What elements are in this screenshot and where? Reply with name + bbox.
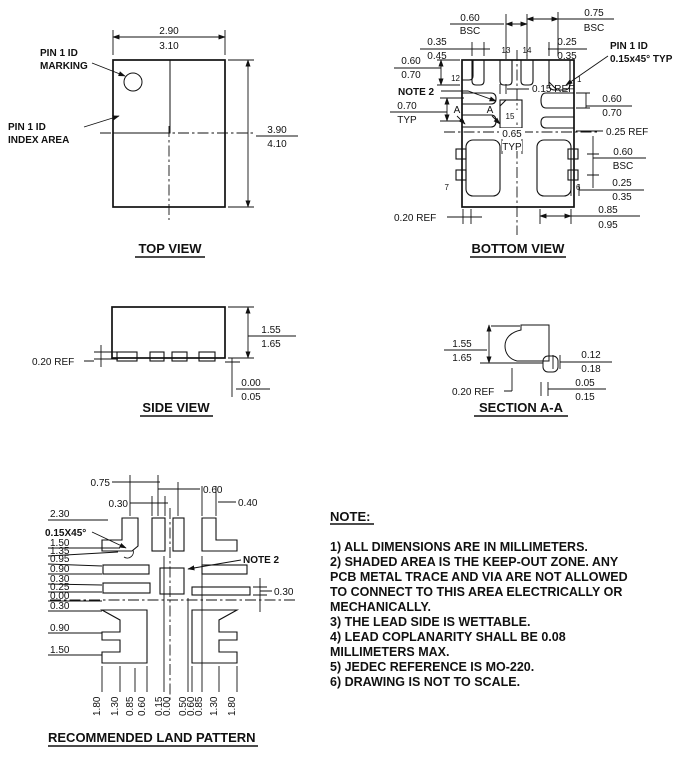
dim-020-ref-side [32, 345, 118, 368]
dim-label: 0.60 [602, 94, 622, 105]
dim-label: 0.60 [137, 696, 148, 716]
dim-label: 0.95 [598, 220, 618, 231]
pin-number-15: 15 [505, 112, 515, 121]
dim-label: 3.90 [267, 125, 287, 136]
section-marker-a: A [486, 105, 494, 116]
dim-label: 0.70 [602, 108, 622, 119]
dim-label: TYP [397, 115, 417, 126]
pin1-marking-label: PIN 1 ID [40, 48, 78, 59]
dim-label: 0.05 [575, 378, 595, 389]
pin1-index-callout [8, 116, 119, 146]
dim-label: 1.50 [50, 538, 70, 549]
side-view [32, 307, 296, 416]
view-title-top: TOP VIEW [138, 241, 202, 256]
dim-label: 0.00 [162, 696, 173, 716]
land-bottom-stack [92, 696, 238, 716]
pin1-id-callout [566, 41, 673, 85]
dim-label: 1.30 [209, 696, 220, 716]
note-line: MILLIMETERS MAX. [330, 645, 450, 659]
dim-label: 0.35 [612, 192, 632, 203]
notes-block [330, 509, 628, 689]
land-left-stack [48, 538, 120, 656]
comb-pad-bottom-left [102, 610, 147, 663]
pin1-index-label: INDEX AREA [8, 135, 70, 146]
dim-030-right-land [253, 578, 294, 612]
dim-012-018 [553, 350, 612, 375]
pad15-chamfer [500, 100, 506, 106]
dim-label: BSC [612, 161, 634, 172]
corner-pad-top-right [202, 518, 237, 551]
dim-label: 0.15 [154, 696, 165, 716]
dim-label: 0.85 [194, 696, 205, 716]
dim-label: 1.35 [50, 546, 70, 557]
note-line: 4) LEAD COPLANARITY SHALL BE 0.08 [330, 630, 566, 644]
view-title-bottom: BOTTOM VIEW [471, 241, 565, 256]
dim-label: 0.35 [557, 51, 577, 62]
dim-label: 0.15 REF [532, 84, 575, 95]
land-pattern-centerlines [50, 508, 298, 702]
dim-label: 0.25 [50, 582, 70, 593]
dim-label: 0.18 [581, 364, 601, 375]
land-top-dims [91, 475, 258, 516]
dim-label: 1.80 [92, 696, 103, 716]
dim-label: BSC [583, 23, 605, 34]
dim-230 [48, 509, 108, 520]
dim-label: 0.30 [108, 499, 128, 510]
dim-065-typ [499, 128, 525, 154]
dim-label: 0.00 [50, 591, 70, 602]
dim-label: 0.00 [241, 378, 261, 389]
notes-title: NOTE: [330, 509, 371, 524]
side-view-body [112, 307, 225, 358]
pin1-index-area-hatch [113, 60, 170, 133]
dim-label: TYP [502, 142, 522, 153]
dim-label: 0.70 [401, 70, 421, 81]
dim-top-height [228, 60, 298, 207]
pad-7 [466, 140, 500, 196]
land-pattern-pads [102, 518, 250, 663]
dim-label: 0.75 [584, 8, 604, 19]
dim-label: 1.55 [261, 325, 281, 336]
dim-label: 0.20 REF [452, 387, 495, 398]
pin1-id-marking-dot [124, 73, 142, 91]
dim-label: 0.85 [125, 696, 136, 716]
dim-label: 2.90 [159, 26, 179, 37]
dim-label: 0.30 [274, 587, 294, 598]
dim-085-095 [540, 205, 640, 231]
dim-label: 0.15 [575, 392, 595, 403]
pin-number-13: 13 [501, 46, 511, 55]
bottom-view [390, 8, 673, 257]
dim-000-005 [225, 358, 270, 403]
dim-label: 0.25 [612, 178, 632, 189]
dim-label: 0.60 [401, 56, 421, 67]
dim-060-bsc-top [450, 13, 527, 56]
pin-number-14: 14 [522, 46, 532, 55]
dim-015-ref [500, 84, 574, 95]
dim-label: 0.90 [50, 623, 70, 634]
dim-155-165-side [228, 307, 296, 358]
dim-label: BSC [459, 26, 481, 37]
dim-label: 0.95 [50, 554, 70, 565]
pin1-id-label: 0.15x45° TYP [610, 54, 673, 65]
dim-label: 0.60 [186, 696, 197, 716]
pin-number-7: 7 [444, 183, 449, 192]
pin-number-6: 6 [576, 183, 581, 192]
view-title-land-pattern: RECOMMENDED LAND PATTERN [48, 730, 256, 745]
note2-label: NOTE 2 [243, 555, 280, 566]
top-view-centerlines [100, 126, 254, 220]
pin1-marking-label: MARKING [40, 61, 88, 72]
dim-label: 1.50 [50, 645, 70, 656]
dim-label: 0.60 [460, 13, 480, 24]
dim-060-070-right [576, 93, 632, 119]
dim-label: 0.20 REF [32, 357, 75, 368]
chamfer-label: 0.15X45° [45, 528, 87, 539]
dim-label: 0.25 [557, 37, 577, 48]
dim-label: 0.70 [397, 101, 417, 112]
dim-label: 0.65 [502, 129, 522, 140]
note-line: 3) THE LEAD SIDE IS WETTABLE. [330, 615, 531, 629]
dim-020-ref-bottom-view [394, 209, 482, 224]
dim-label: 0.90 [50, 564, 70, 575]
dim-025-035-right [571, 178, 644, 203]
note-line: TO CONNECT TO THIS AREA ELECTRICALLY OR [330, 585, 623, 599]
dim-025-035-top [548, 37, 587, 62]
pin1-id-label: PIN 1 ID [610, 41, 648, 52]
dim-035-045 [420, 37, 490, 62]
note-line: 5) JEDEC REFERENCE IS MO-220. [330, 660, 535, 674]
dim-label: 0.30 [50, 574, 70, 585]
dim-label: 1.55 [452, 339, 472, 350]
dim-020-ref-section [452, 368, 512, 398]
note-line: 1) ALL DIMENSIONS ARE IN MILLIMETERS. [330, 540, 588, 554]
dim-label: 0.35 [427, 37, 447, 48]
comb-pad-bottom-right [192, 610, 237, 663]
land-pattern [45, 475, 298, 746]
section-aa [444, 325, 612, 416]
dim-label: 0.50 [178, 696, 189, 716]
note-line: MECHANICALLY. [330, 600, 431, 614]
note-line: 6) DRAWING IS NOT TO SCALE. [330, 675, 521, 689]
dim-label: 1.30 [110, 696, 121, 716]
dim-label: 0.85 [598, 205, 618, 216]
top-view [8, 26, 298, 257]
dim-top-width [113, 26, 225, 55]
note-line: 2) SHADED AREA IS THE KEEP-OUT ZONE. ANY [330, 555, 619, 569]
dim-label: 2.30 [50, 509, 70, 520]
corner-pad-top-left [102, 518, 138, 551]
view-title-side: SIDE VIEW [142, 400, 210, 415]
dim-label: 0.45 [427, 51, 447, 62]
dim-label: 0.60 [613, 147, 633, 158]
pin-number-12: 12 [451, 74, 460, 83]
note-line: PCB METAL TRACE AND VIA ARE NOT ALLOWED [330, 570, 628, 584]
dim-label: 1.80 [227, 696, 238, 716]
dim-label: 0.20 REF [394, 213, 437, 224]
wettable-lead-foot [543, 356, 558, 372]
dim-label: 1.65 [452, 353, 472, 364]
dim-label: 0.40 [238, 498, 258, 509]
pad-6 [537, 140, 571, 196]
dim-label: 4.10 [267, 139, 287, 150]
dim-label: 0.30 [50, 601, 70, 612]
dim-label: 1.65 [261, 339, 281, 350]
section-lead-body [505, 325, 549, 361]
dim-label: 0.05 [241, 392, 261, 403]
pin-number-1: 1 [577, 75, 582, 84]
dim-label: 0.25 REF [606, 127, 649, 138]
dim-155-165-section [444, 325, 520, 364]
note2-label: NOTE 2 [398, 87, 435, 98]
view-title-section: SECTION A-A [478, 400, 564, 415]
section-marker-a: A [453, 105, 461, 116]
side-view-leads [117, 352, 215, 361]
dim-label: 3.10 [159, 41, 179, 52]
dim-label: 0.75 [90, 478, 110, 489]
dim-label: 0.12 [581, 350, 601, 361]
dim-025-ref [576, 127, 648, 138]
land-bottom-ext-lines [102, 556, 237, 692]
dim-label: 0.60 [203, 485, 223, 496]
pin1-index-label: PIN 1 ID [8, 122, 46, 133]
